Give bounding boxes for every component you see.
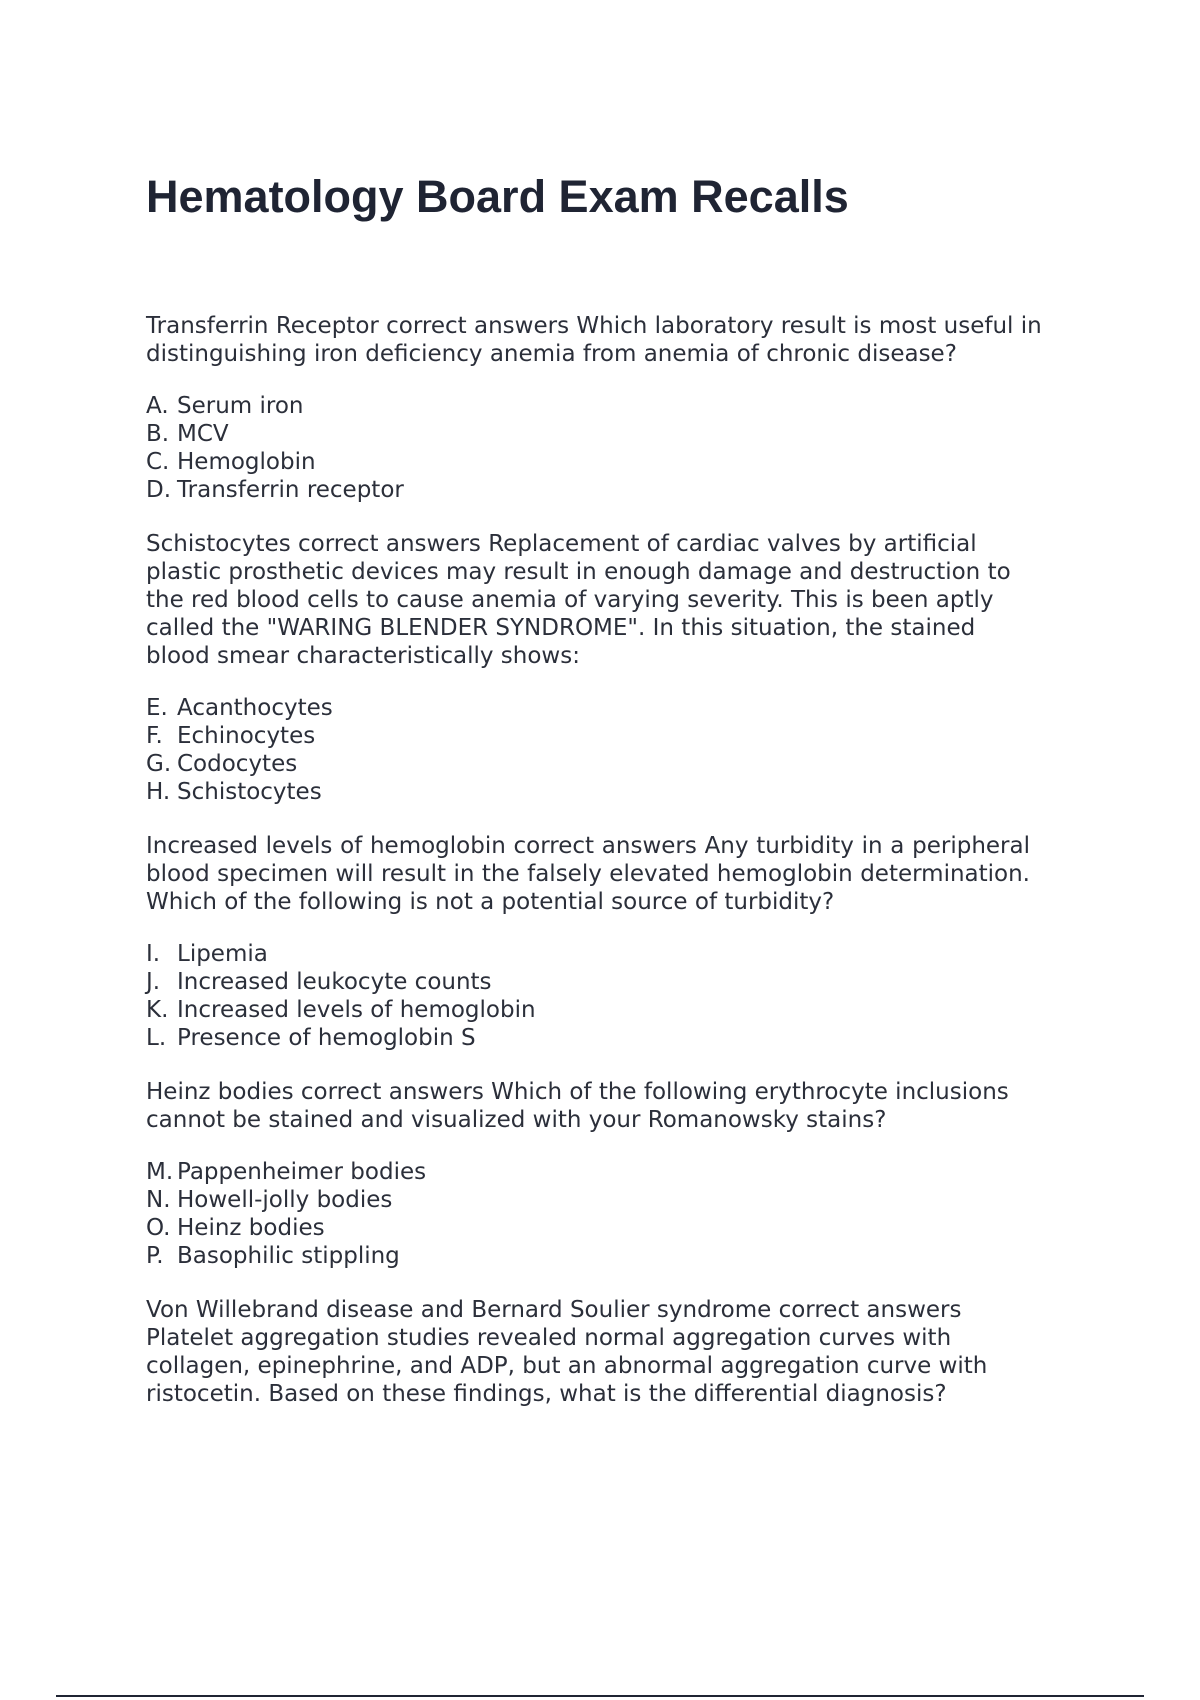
- option-text: Pappenheimer bodies: [177, 1159, 427, 1185]
- option-list: [146, 392, 1058, 504]
- option-item: [146, 476, 1058, 504]
- option-item: [146, 778, 1058, 806]
- page-bottom-rule: [56, 1695, 1144, 1697]
- option-item: [146, 420, 1058, 448]
- option-text: Increased leukocyte counts: [177, 969, 492, 995]
- question-2: [146, 530, 1058, 806]
- option-letter: G.: [146, 751, 172, 777]
- option-list: [146, 694, 1058, 806]
- option-text: Codocytes: [177, 751, 298, 777]
- option-letter: C.: [146, 449, 170, 475]
- option-item: [146, 1214, 1058, 1242]
- option-list: [146, 940, 1058, 1052]
- option-letter: B.: [146, 421, 170, 447]
- option-item: [146, 940, 1058, 968]
- question-text: Increased levels of hemoglobin correct answers Any turbidity in a peripheral blood specimen will result in the falsely elevated hemoglobin determination. Which of the following is not a potential source of turbidity?: [146, 833, 1030, 915]
- option-letter: J.: [146, 969, 161, 995]
- option-item: [146, 392, 1058, 420]
- option-letter: F.: [146, 723, 163, 749]
- question-5: [146, 1296, 1058, 1408]
- option-item: [146, 448, 1058, 476]
- option-item: [146, 694, 1058, 722]
- option-text: Echinocytes: [177, 723, 316, 749]
- option-text: Transferrin receptor: [177, 477, 404, 503]
- question-text: Heinz bodies correct answers Which of the following erythrocyte inclusions cannot be stained and visualized with your Romanowsky stains?: [146, 1079, 1009, 1133]
- option-letter: M.: [146, 1159, 174, 1185]
- option-letter: O.: [146, 1215, 171, 1241]
- option-list: [146, 1158, 1058, 1270]
- option-item: [146, 1242, 1058, 1270]
- option-text: Lipemia: [177, 941, 268, 967]
- option-item: [146, 722, 1058, 750]
- option-letter: E.: [146, 695, 168, 721]
- option-letter: H.: [146, 779, 171, 805]
- option-letter: P.: [146, 1243, 164, 1269]
- option-item: [146, 968, 1058, 996]
- option-letter: L.: [146, 1025, 167, 1051]
- option-letter: K.: [146, 997, 169, 1023]
- option-item: [146, 1186, 1058, 1214]
- question-list: [146, 312, 1058, 1408]
- option-text: Hemoglobin: [177, 449, 316, 475]
- option-letter: N.: [146, 1187, 171, 1213]
- option-text: Heinz bodies: [177, 1215, 325, 1241]
- option-text: Schistocytes: [177, 779, 322, 805]
- option-text: Serum iron: [177, 393, 304, 419]
- option-letter: D.: [146, 477, 172, 503]
- question-text: Transferrin Receptor correct answers Which laboratory result is most useful in distinguishing iron deficiency anemia from anemia of chronic disease?: [146, 313, 1042, 367]
- question-text: Von Willebrand disease and Bernard Soulier syndrome correct answers Platelet aggregation studies revealed normal aggregation curves with collagen, epinephrine, and ADP, but an abnormal aggregation curve with ristocetin. Based on these findings, what is the differential diagnosis?: [146, 1297, 988, 1407]
- option-item: [146, 750, 1058, 778]
- option-text: Presence of hemoglobin S: [177, 1025, 476, 1051]
- option-text: Howell-jolly bodies: [177, 1187, 393, 1213]
- option-text: Acanthocytes: [177, 695, 333, 721]
- question-4: [146, 1078, 1058, 1270]
- option-item: [146, 996, 1058, 1024]
- question-1: [146, 312, 1058, 504]
- option-item: [146, 1024, 1058, 1052]
- question-3: [146, 832, 1058, 1052]
- option-letter: I.: [146, 941, 161, 967]
- option-text: Basophilic stippling: [177, 1243, 400, 1269]
- option-text: Increased levels of hemoglobin: [177, 997, 536, 1023]
- question-text: Schistocytes correct answers Replacement of cardiac valves by artificial plastic prosthetic devices may result in enough damage and destruction to the red blood cells to cause anemia of varying severity. This is been aptly called the "WARING BLENDER SYNDROME". In this situation, the stained blood smear characteristically shows:: [146, 531, 1011, 669]
- page-title: Hematology Board Exam Recalls: [146, 171, 849, 222]
- option-letter: A.: [146, 393, 169, 419]
- option-item: [146, 1158, 1058, 1186]
- option-text: MCV: [177, 421, 229, 447]
